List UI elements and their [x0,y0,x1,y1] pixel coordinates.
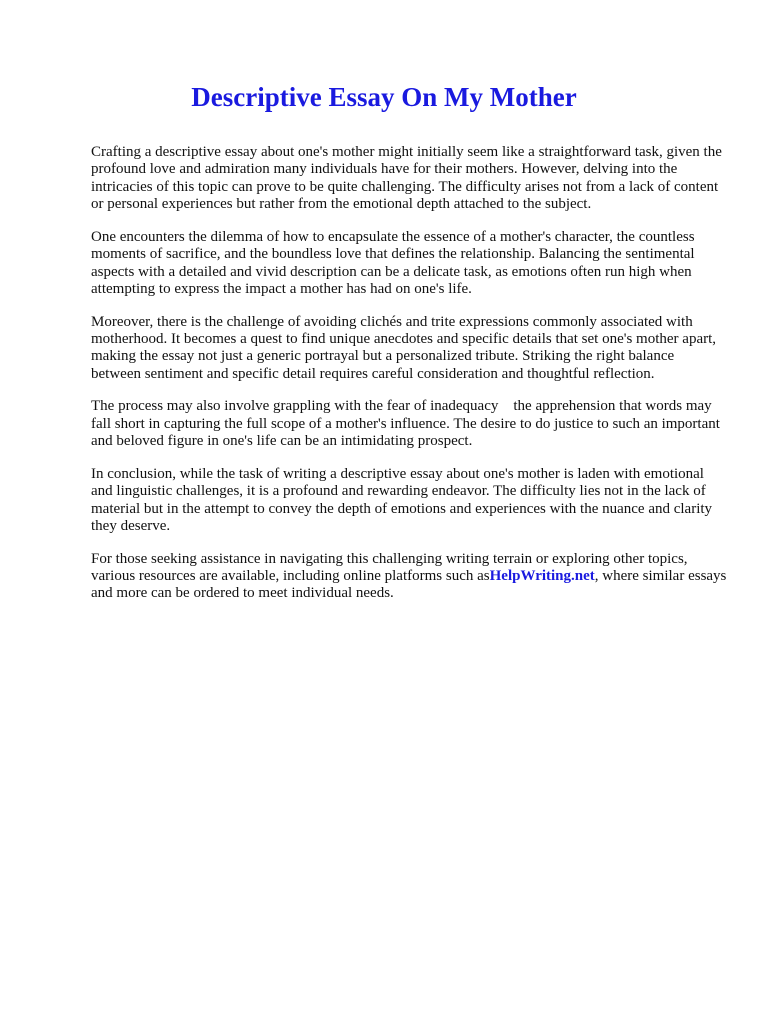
paragraph-6-trailing-text: , where similar essays and more can be ordered to meet individual needs. [91,568,727,602]
paragraph-3: Moreover, there is the challenge of avoiding clichés and trite expressions commonly associated with motherhood. It becomes a quest to find unique anecdotes and specific details that set one's mother apart, making the essay not just a generic portrayal but a personalized tribute. Striking the right balance between sentiment and specific detail requires careful consideration and thoughtful reflection. [91,313,717,382]
paragraph-6-lead-text: For those seeking assistance in navigating this challenging writing terrain or exploring other topics, various resources are available, including online platforms such as [91,550,688,585]
helpwriting-link[interactable]: HelpWriting.net [489,568,595,585]
paragraph-2: One encounters the dilemma of how to encapsulate the essence of a mother's character, the countless moments of sacrifice, and the boundless love that defines the relationship. Balancing the sentimental aspects with a detailed and vivid description can be a delicate task, as emotions often run high when attempting to express the impact a mother has had on one's life. [91,228,695,298]
paragraph-5: In conclusion, while the task of writing a descriptive essay about one's mother is laden with emotional and linguistic challenges, it is a profound and rewarding endeavor. The difficulty lies not in the lack of material but in the attempt to convey the depth of emotions and experiences with the nuance and clarity they deserve. [91,465,713,535]
page-title: Descriptive Essay On My Mother [191,82,577,112]
paragraph-6 [91,551,727,603]
paragraph-4: The process may also involve grappling with the fear of inadequacy the apprehension that words may fall short in capturing the full scope of a mother's influence. The desire to do justice to such an important and beloved figure in one's life can be an intimidating prospect. [91,398,724,450]
paragraph-1: Crafting a descriptive essay about one's mother might initially seem like a straightforward task, given the profound love and admiration many individuals have for their mothers. However, delving into the intricacies of this topic can prove to be quite challenging. The difficulty arises not from a lack of content or personal experiences but rather from the emotional depth attached to the subject. [91,144,722,213]
essay-body [91,144,727,618]
